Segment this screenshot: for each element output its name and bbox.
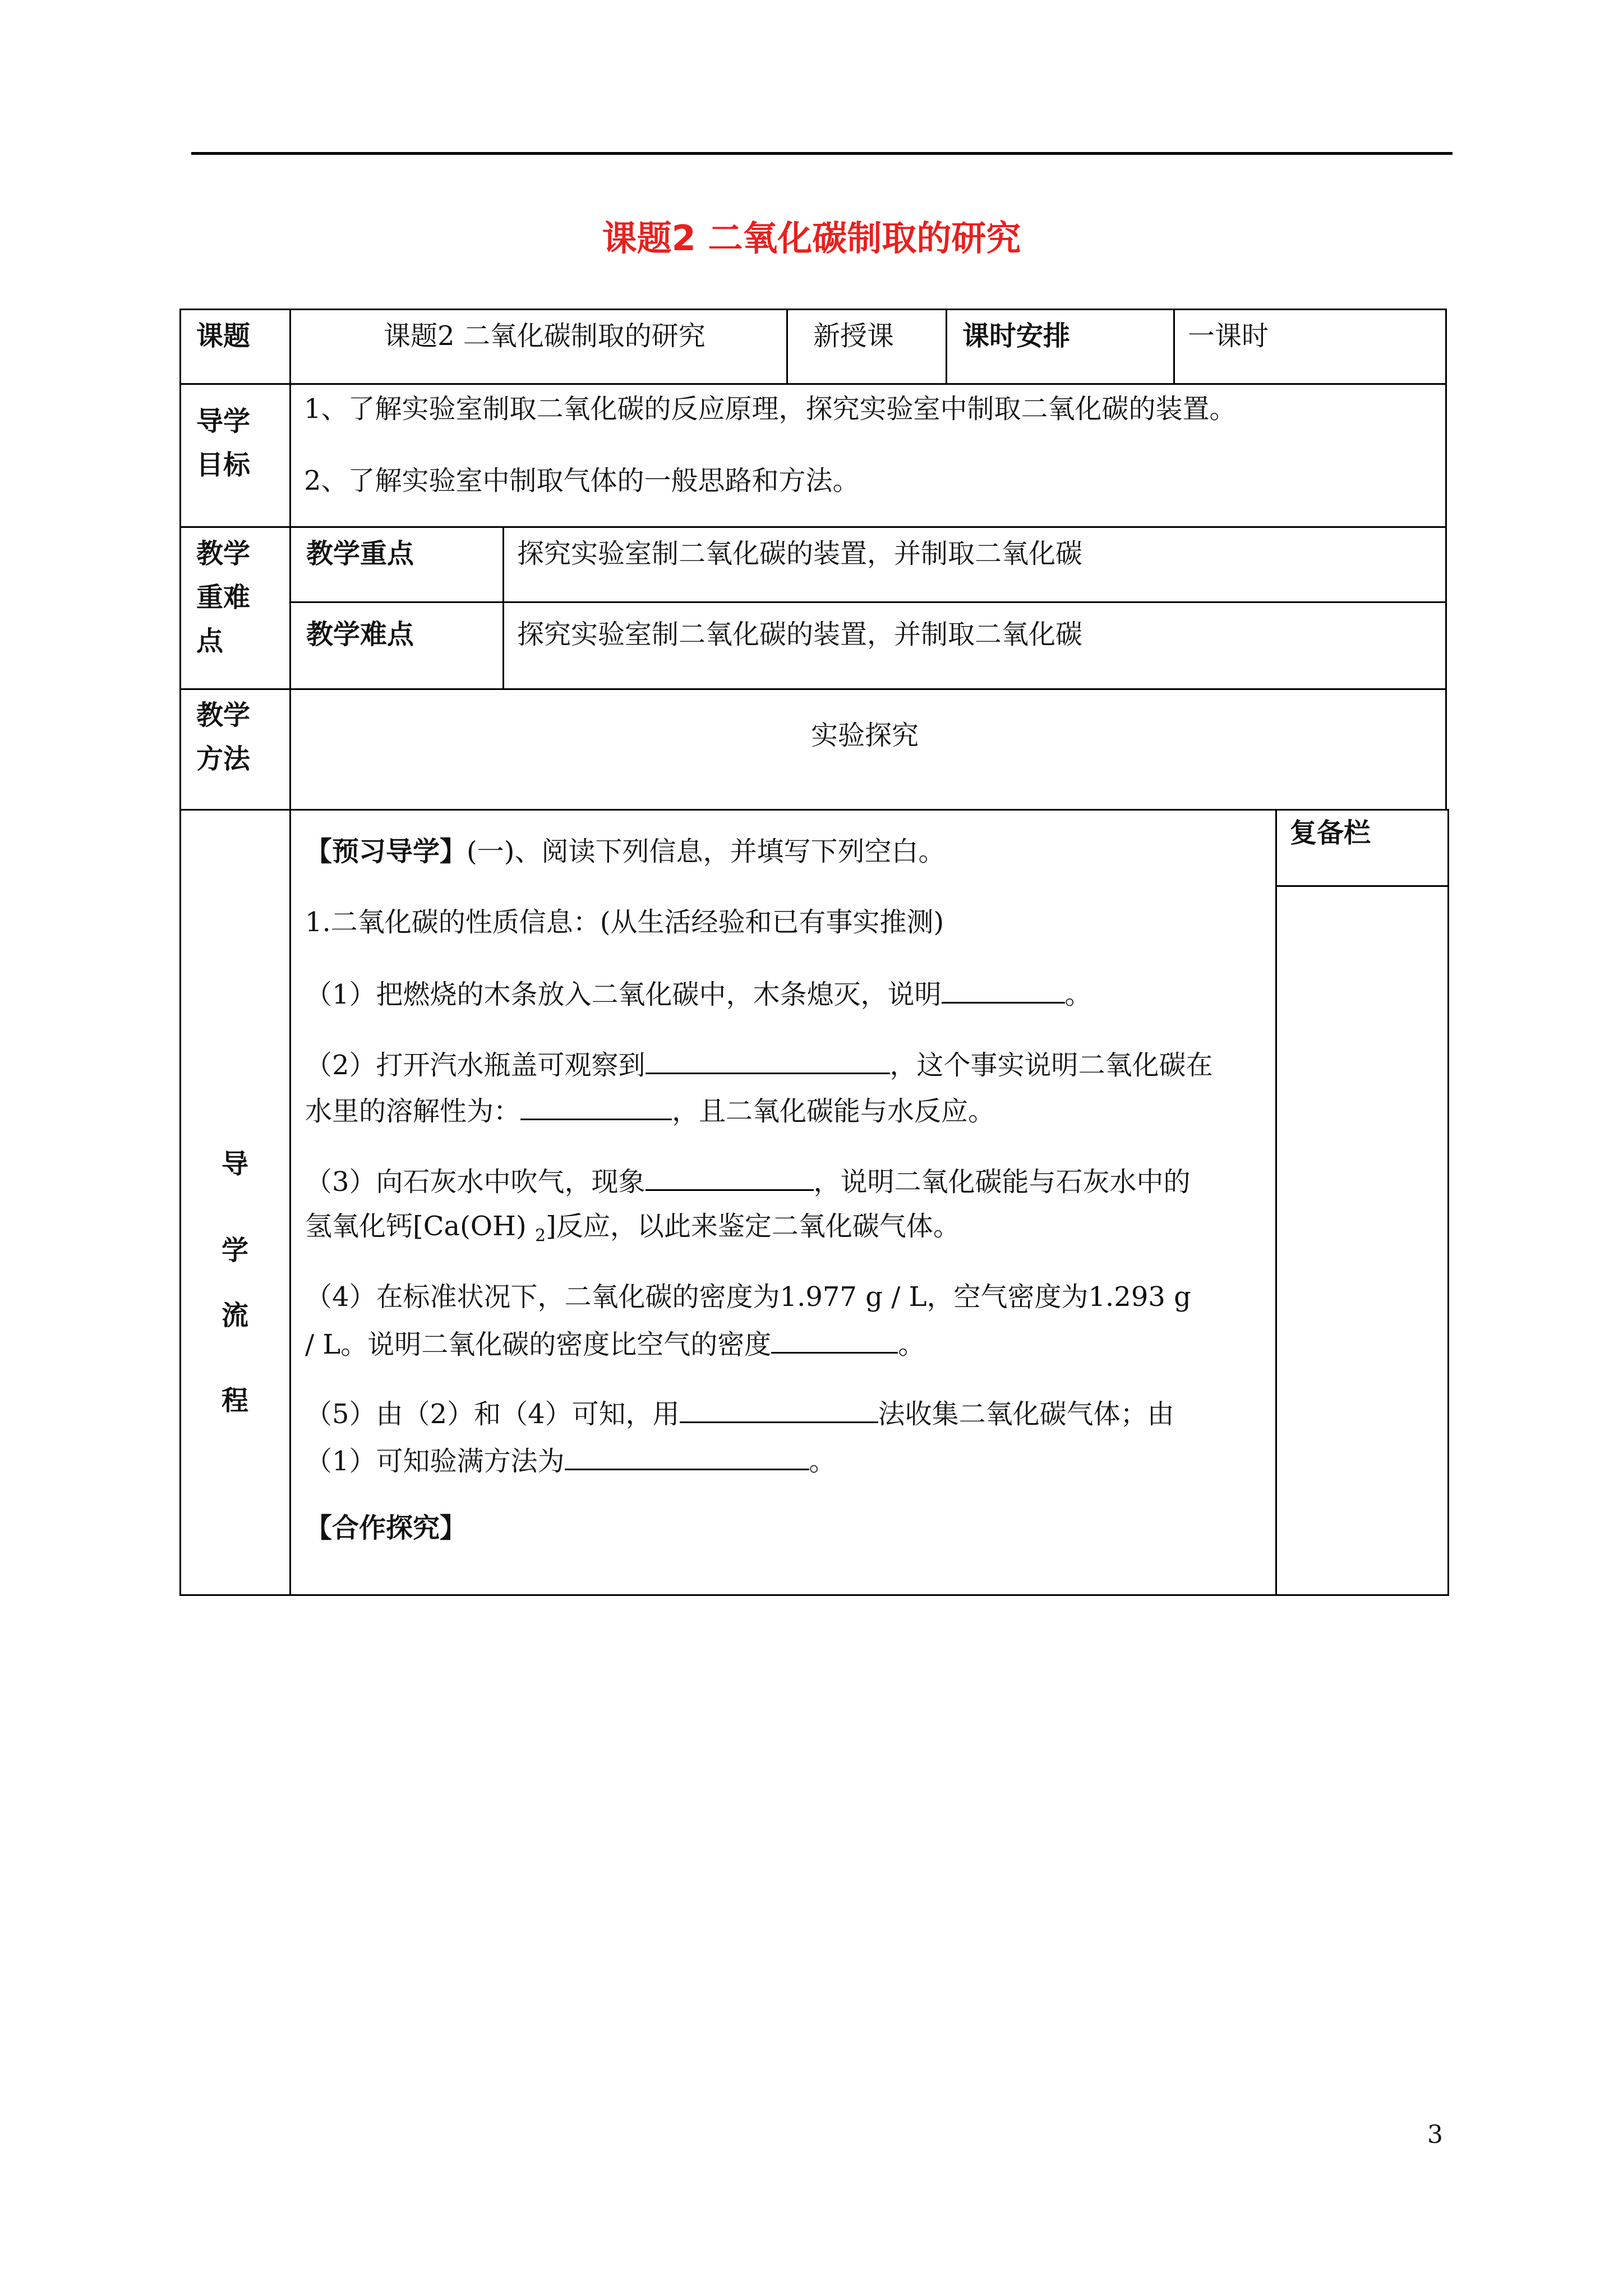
key-points-label-3: 点	[196, 625, 224, 657]
method-label-1: 教学	[196, 700, 251, 731]
q1a-end: 。	[1064, 979, 1092, 1010]
q4b-blank[interactable]	[771, 1320, 898, 1354]
header-rule	[191, 152, 1453, 155]
q3b-post: ]反应，以此来鉴定二氧化碳气体。	[546, 1211, 960, 1242]
q1a-text: （1）把燃烧的木条放入二氧化碳中，木条熄灭，说明	[305, 979, 942, 1010]
key-points-middle-rule	[289, 601, 1447, 603]
q2b-end: ，且二氧化碳能与水反应。	[672, 1096, 995, 1127]
q2b-text: 水里的溶解性为：	[305, 1096, 521, 1127]
q4b-end: 。	[898, 1329, 925, 1360]
key-points-label-2: 重难	[196, 582, 251, 613]
q3b-line	[305, 1204, 960, 1259]
q4b-line	[305, 1320, 925, 1367]
q2a-blank[interactable]	[645, 1041, 890, 1074]
side-column-label: 复备栏	[1290, 817, 1371, 849]
method-divider	[289, 688, 291, 811]
q1a-blank[interactable]	[942, 970, 1065, 1004]
preview-heading-line	[305, 829, 945, 874]
flow-label-char-3: 流	[222, 1300, 249, 1331]
q5a-line	[305, 1390, 1174, 1437]
q3a-end: ，说明二氧化碳能与石灰水中的	[813, 1166, 1191, 1198]
info-divider-1	[289, 309, 291, 385]
side-column-divider	[1275, 809, 1277, 1596]
q5a-blank[interactable]	[680, 1390, 878, 1423]
focus-text: 探究实验室制二氧化碳的装置，并制取二氧化碳	[517, 538, 1083, 569]
cooperation-heading: 【合作探究】	[305, 1512, 467, 1544]
objective-2: 2、了解实验室中制取气体的一般思路和方法。	[304, 465, 860, 496]
schedule-label: 课时安排	[962, 320, 1071, 352]
q5a-end: 法收集二氧化碳气体；由	[878, 1398, 1174, 1430]
q5b-line	[305, 1437, 836, 1484]
objective-1: 1、了解实验室制取二氧化碳的反应原理，探究实验室中制取二氧化碳的装置。	[304, 393, 1237, 425]
q3b-pre: 氢氧化钙[Ca(OH)	[305, 1211, 535, 1242]
q2b-blank[interactable]	[520, 1087, 672, 1120]
info-divider-4	[1173, 309, 1175, 385]
q4b-text: / L。说明二氧化碳的密度比空气的密度	[305, 1329, 772, 1360]
lesson-type: 新授课	[813, 320, 895, 352]
focus-label: 教学重点	[306, 538, 414, 569]
q4a-line: （4）在标准状况下，二氧化碳的密度为1.977 g / L，空气密度为1.293 g	[305, 1281, 1191, 1313]
preview-heading: 【预习导学】	[305, 836, 467, 867]
document-title: 课题2 二氧化碳制取的研究	[602, 218, 1021, 259]
q2a-text: （2）打开汽水瓶盖可观察到	[305, 1050, 645, 1081]
flow-label-char-4: 程	[222, 1385, 249, 1416]
q1-title: 1.二氧化碳的性质信息：(从生活经验和已有事实推测)	[305, 907, 944, 938]
q5a-text: （5）由（2）和（4）可知，用	[305, 1398, 680, 1430]
q3a-text: （3）向石灰水中吹气，现象	[305, 1166, 645, 1198]
flow-divider	[289, 809, 291, 1596]
difficulty-text: 探究实验室制二氧化碳的装置，并制取二氧化碳	[517, 619, 1083, 650]
objectives-label-1: 导学	[196, 406, 251, 437]
q5b-text: （1）可知验满方法为	[305, 1446, 565, 1477]
key-points-divider	[289, 526, 291, 690]
q3a-blank[interactable]	[645, 1158, 814, 1191]
topic-label: 课题	[196, 320, 251, 352]
q5b-end: 。	[809, 1446, 836, 1477]
objectives-label-2: 目标	[196, 449, 251, 481]
q3b-subscript: 2	[535, 1226, 546, 1246]
key-points-inner-divider	[502, 526, 504, 690]
q3a-line	[305, 1158, 1191, 1204]
q2a-line	[305, 1041, 1213, 1088]
flow-label-char-1: 导	[222, 1148, 249, 1180]
schedule-value: 一课时	[1188, 320, 1269, 352]
q2b-line	[305, 1087, 995, 1134]
method-label-2: 方法	[196, 743, 251, 775]
q2a-end: ，这个事实说明二氧化碳在	[889, 1050, 1213, 1081]
difficulty-label: 教学难点	[306, 619, 414, 650]
info-divider-2	[786, 309, 788, 385]
key-points-label-1: 教学	[196, 538, 251, 569]
method-value: 实验探究	[811, 720, 919, 751]
page-number: 3	[1427, 2120, 1443, 2149]
q5b-blank[interactable]	[565, 1437, 809, 1470]
topic-value: 课题2 二氧化碳制取的研究	[384, 320, 706, 352]
flow-label-char-2: 学	[222, 1235, 249, 1266]
info-divider-3	[946, 309, 947, 385]
q1a-line	[305, 970, 1092, 1017]
side-header-rule	[1275, 885, 1449, 887]
objectives-divider	[289, 383, 291, 528]
preview-intro: (一)、阅读下列信息，并填写下列空白。	[467, 836, 946, 867]
